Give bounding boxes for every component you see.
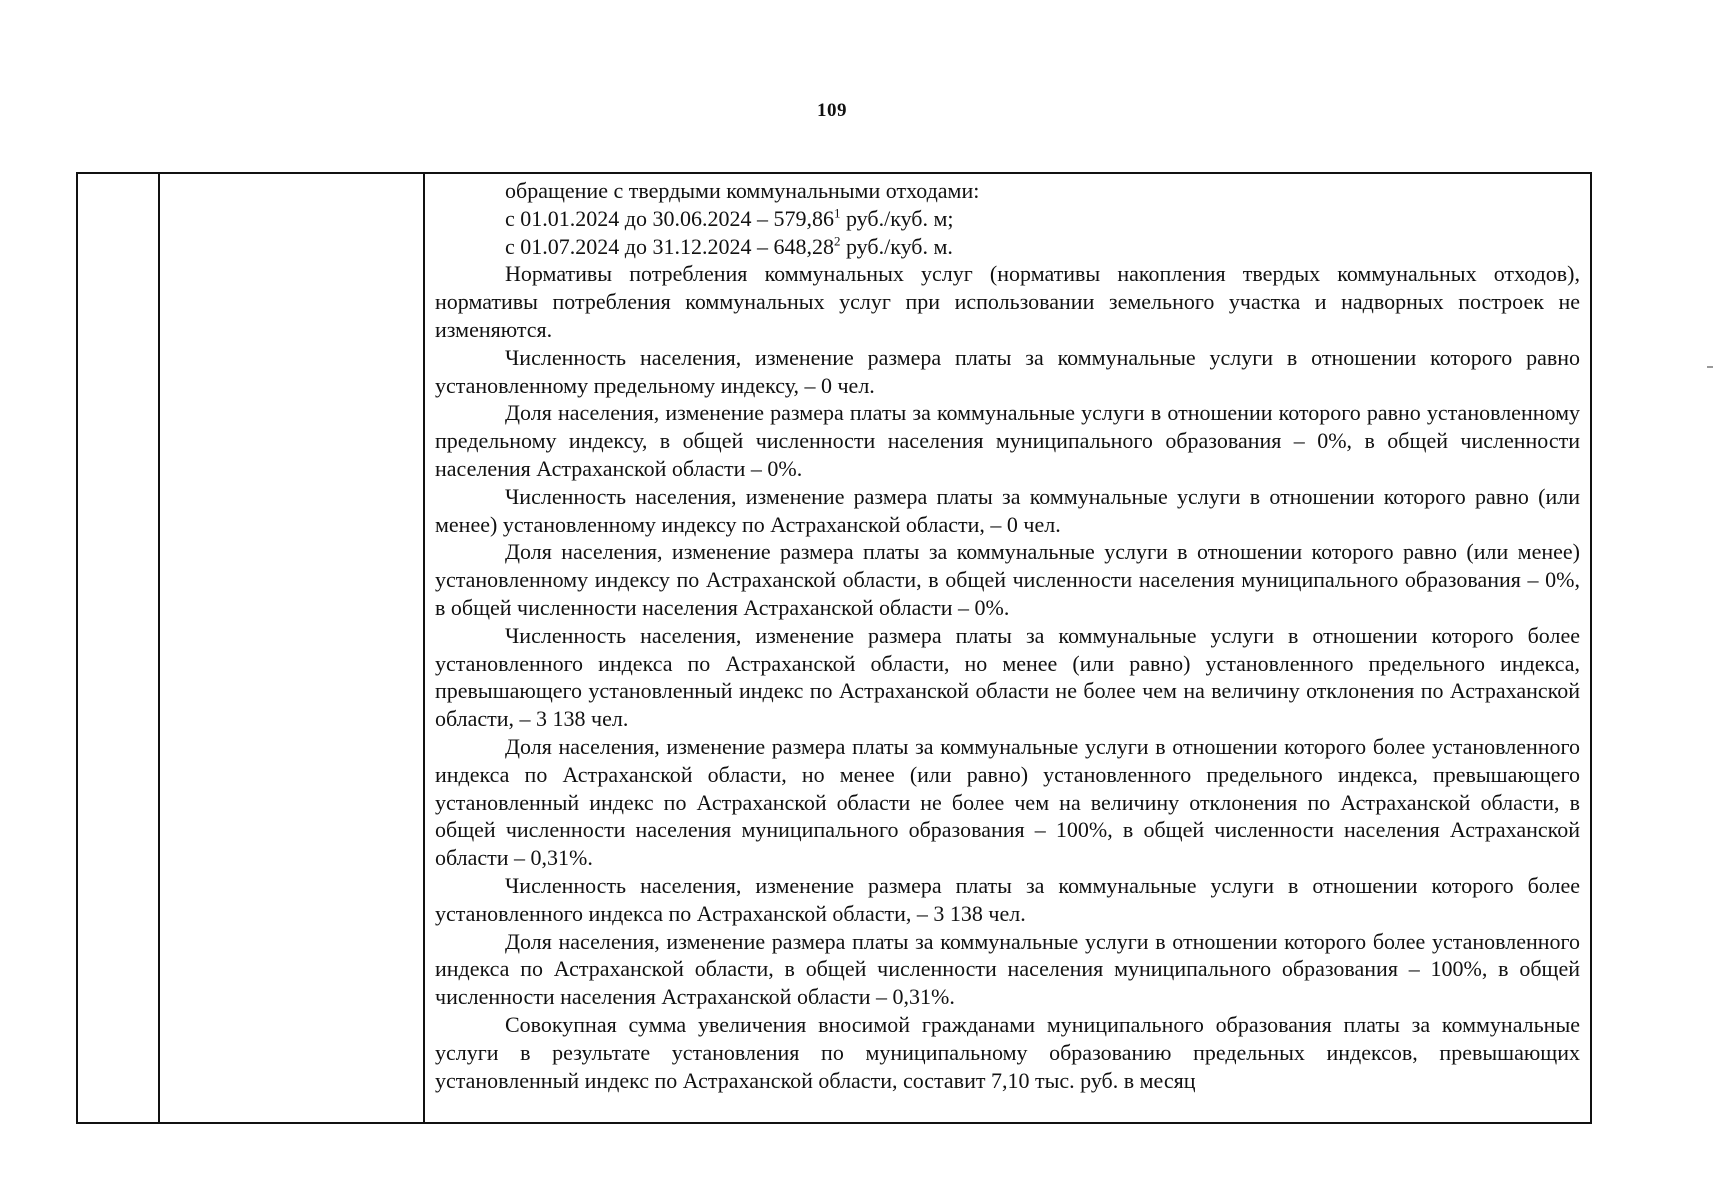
paragraph-share-above-index: Доля населения, изменение размера платы за коммунальные услуги в отношении которого более установленного индекса по Астраханской области, в общей численности населения муниципального образования – 100%, в общей численности населения Астраханской области – 0,31%.: [435, 928, 1580, 1010]
paragraph-norms: Нормативы потребления коммунальных услуг (нормативы накопления твердых коммунальных отходов), нормативы потребления коммунальных услуг при использовании земельного участка и надворных построек не изменяются.: [435, 261, 1580, 342]
paragraph-population-below-index: Численность населения, изменение размера платы за коммунальные услуги в отношении которого равно (или менее) установленному индексу по Астраханской области, – 0 чел.: [435, 483, 1580, 537]
tariff-line-1: [435, 205, 1580, 233]
paragraph-share-equal-limit: Доля населения, изменение размера платы за коммунальные услуги в отношении которого равно установленному предельному индексу, в общей численности населения муниципального образования – 0%, в общей численности населения Астраханской области – 0%.: [435, 400, 1580, 481]
tariff-2-unit: руб./куб. м.: [840, 233, 953, 259]
paragraph-population-above-index: Численность населения, изменение размера платы за коммунальные услуги в отношении которого более установленного индекса по Астраханской области, – 3 138 чел.: [435, 872, 1580, 926]
scan-artifact-mark: [1707, 366, 1713, 368]
paragraph-population-between: Численность населения, изменение размера платы за коммунальные услуги в отношении которого более установленного индекса по Астраханской области, но менее (или равно) установленного предельного индекса, превышающего установленный индекс по Астраханской области не более чем на величину отклонения по Астраханской области, – 3 138 чел.: [435, 622, 1580, 732]
footnote-ref-1: 1: [833, 205, 841, 221]
table-column-number: [78, 174, 160, 1122]
tariff-line-2: [435, 233, 1580, 261]
intro-text: обращение с твердыми коммунальными отходами:: [505, 178, 980, 203]
document-table: [76, 172, 1592, 1124]
tariff-1-unit: руб./куб. м;: [840, 205, 954, 231]
paragraph-population-equal-limit: Численность населения, изменение размера платы за коммунальные услуги в отношении которого равно установленному предельному индексу, – 0 чел.: [435, 344, 1580, 398]
table-column-name: [160, 174, 425, 1122]
table-column-description: [425, 174, 1590, 1122]
intro-line: [435, 177, 1580, 205]
page-number: 109: [817, 100, 847, 121]
tariff-1-text: с 01.01.2024 до 30.06.2024 – 579,86: [505, 205, 834, 231]
footnote-ref-2: 2: [833, 233, 841, 249]
tariff-2-text: с 01.07.2024 до 31.12.2024 – 648,28: [505, 233, 834, 259]
paragraph-share-between: Доля населения, изменение размера платы за коммунальные услуги в отношении которого более установленного индекса по Астраханской области, но менее (или равно) установленного предельного индекса, превышающего установленный индекс по Астраханской области не более чем на величину отклонения по Астраханской области, в общей численности населения муниципального образования – 100%, в общей численности населения Астраханской области – 0,31%.: [435, 733, 1580, 871]
paragraph-share-below-index: Доля населения, изменение размера платы за коммунальные услуги в отношении которого равно (или менее) установленному индексу по Астраханской области, в общей численности населения муниципального образования – 0%, в общей численности населения Астраханской области – 0%.: [435, 539, 1580, 620]
paragraph-total-increase: Совокупная сумма увеличения вносимой гражданами муниципального образования платы за коммунальные услуги в результате установления по муниципальному образованию предельных индексов, превышающих установленный индекс по Астраханской области, составит 7,10 тыс. руб. в месяц: [435, 1011, 1580, 1093]
